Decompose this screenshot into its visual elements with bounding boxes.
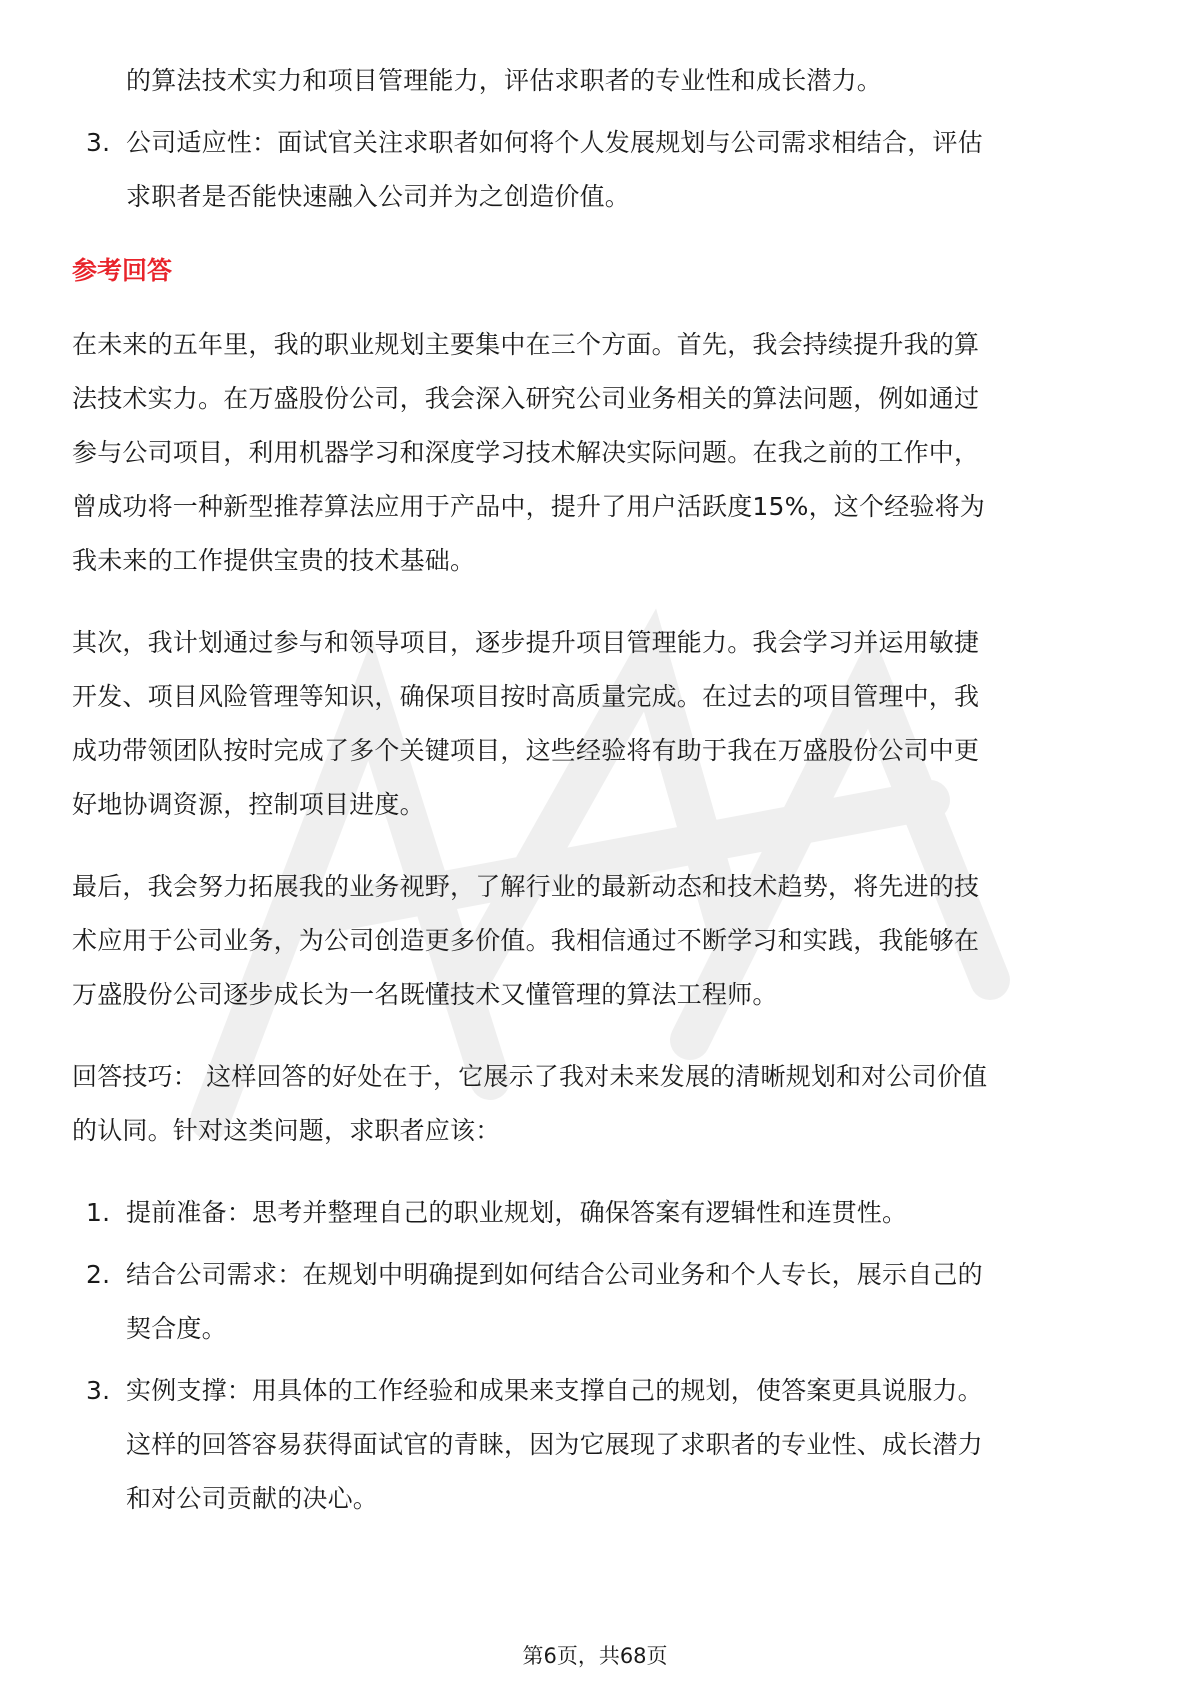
list-item-line: 这样的回答容易获得面试官的青睐，因为它展现了求职者的专业性、成长潜力 — [126, 1430, 983, 1459]
list-item-line: 提前准备：思考并整理自己的职业规划，确保答案有逻辑性和连贯性。 — [126, 1198, 908, 1227]
paragraph-line: 法技术实力。在万盛股份公司，我会深入研究公司业务相关的算法问题，例如通过 — [72, 384, 980, 413]
list-item-line: 结合公司需求：在规划中明确提到如何结合公司业务和个人专长，展示自己的 — [126, 1260, 983, 1289]
list-number: 3. — [86, 1376, 111, 1405]
reference-answer-heading: 参考回答 — [72, 256, 173, 285]
list-item — [72, 116, 1122, 224]
list-item-line: 和对公司贡献的决心。 — [126, 1484, 379, 1513]
prev-item-continuation: 的算法技术实力和项目管理能力，评估求职者的专业性和成长潜力。 — [126, 66, 883, 95]
list-item — [72, 1248, 1122, 1356]
paragraph-line: 参与公司项目，利用机器学习和深度学习技术解决实际问题。在我之前的工作中， — [72, 438, 980, 467]
answer-paragraph-1 — [72, 318, 1122, 588]
list-item — [72, 1186, 1122, 1240]
paragraph-line: 的认同。针对这类问题，求职者应该： — [72, 1116, 501, 1145]
list-number: 1. — [86, 1198, 111, 1227]
tips-list — [72, 1186, 1122, 1526]
list-number: 3. — [86, 128, 111, 157]
paragraph-line: 曾成功将一种新型推荐算法应用于产品中，提升了用户活跃度15%，这个经验将为 — [72, 492, 985, 521]
list-item-line: 求职者是否能快速融入公司并为之创造价值。 — [126, 182, 631, 211]
list-item-line: 契合度。 — [126, 1314, 227, 1343]
page-content — [72, 54, 1122, 1526]
paragraph-line: 好地协调资源，控制项目进度。 — [72, 790, 425, 819]
answer-paragraph-2 — [72, 616, 1122, 832]
list-number: 2. — [86, 1260, 111, 1289]
paragraph-line: 术应用于公司业务，为公司创造更多价值。我相信通过不断学习和实践，我能够在 — [72, 926, 980, 955]
paragraph-line: 在未来的五年里，我的职业规划主要集中在三个方面。首先，我会持续提升我的算 — [72, 330, 980, 359]
paragraph-line: 其次，我计划通过参与和领导项目，逐步提升项目管理能力。我会学习并运用敏捷 — [72, 628, 980, 657]
list-item-line: 公司适应性：面试官关注求职者如何将个人发展规划与公司需求相结合，评估 — [126, 128, 983, 157]
paragraph-line: 成功带领团队按时完成了多个关键项目，这些经验将有助于我在万盛股份公司中更 — [72, 736, 980, 765]
paragraph-line: 回答技巧： 这样回答的好处在于，它展示了我对未来发展的清晰规划和对公司价值 — [72, 1062, 988, 1091]
answer-paragraph-3 — [72, 860, 1122, 1022]
paragraph-line: 最后，我会努力拓展我的业务视野，了解行业的最新动态和技术趋势，将先进的技 — [72, 872, 980, 901]
list-item — [72, 1364, 1122, 1526]
paragraph-line: 我未来的工作提供宝贵的技术基础。 — [72, 546, 476, 575]
list-item-line: 实例支撑：用具体的工作经验和成果来支撑自己的规划，使答案更具说服力。 — [126, 1376, 983, 1405]
answer-tips-paragraph — [72, 1050, 1122, 1158]
paragraph-line: 开发、项目风险管理等知识，确保项目按时高质量完成。在过去的项目管理中，我 — [72, 682, 980, 711]
paragraph-line: 万盛股份公司逐步成长为一名既懂技术又懂管理的算法工程师。 — [72, 980, 778, 1009]
page-number-footer: 第6页，共68页 — [522, 1644, 668, 1668]
